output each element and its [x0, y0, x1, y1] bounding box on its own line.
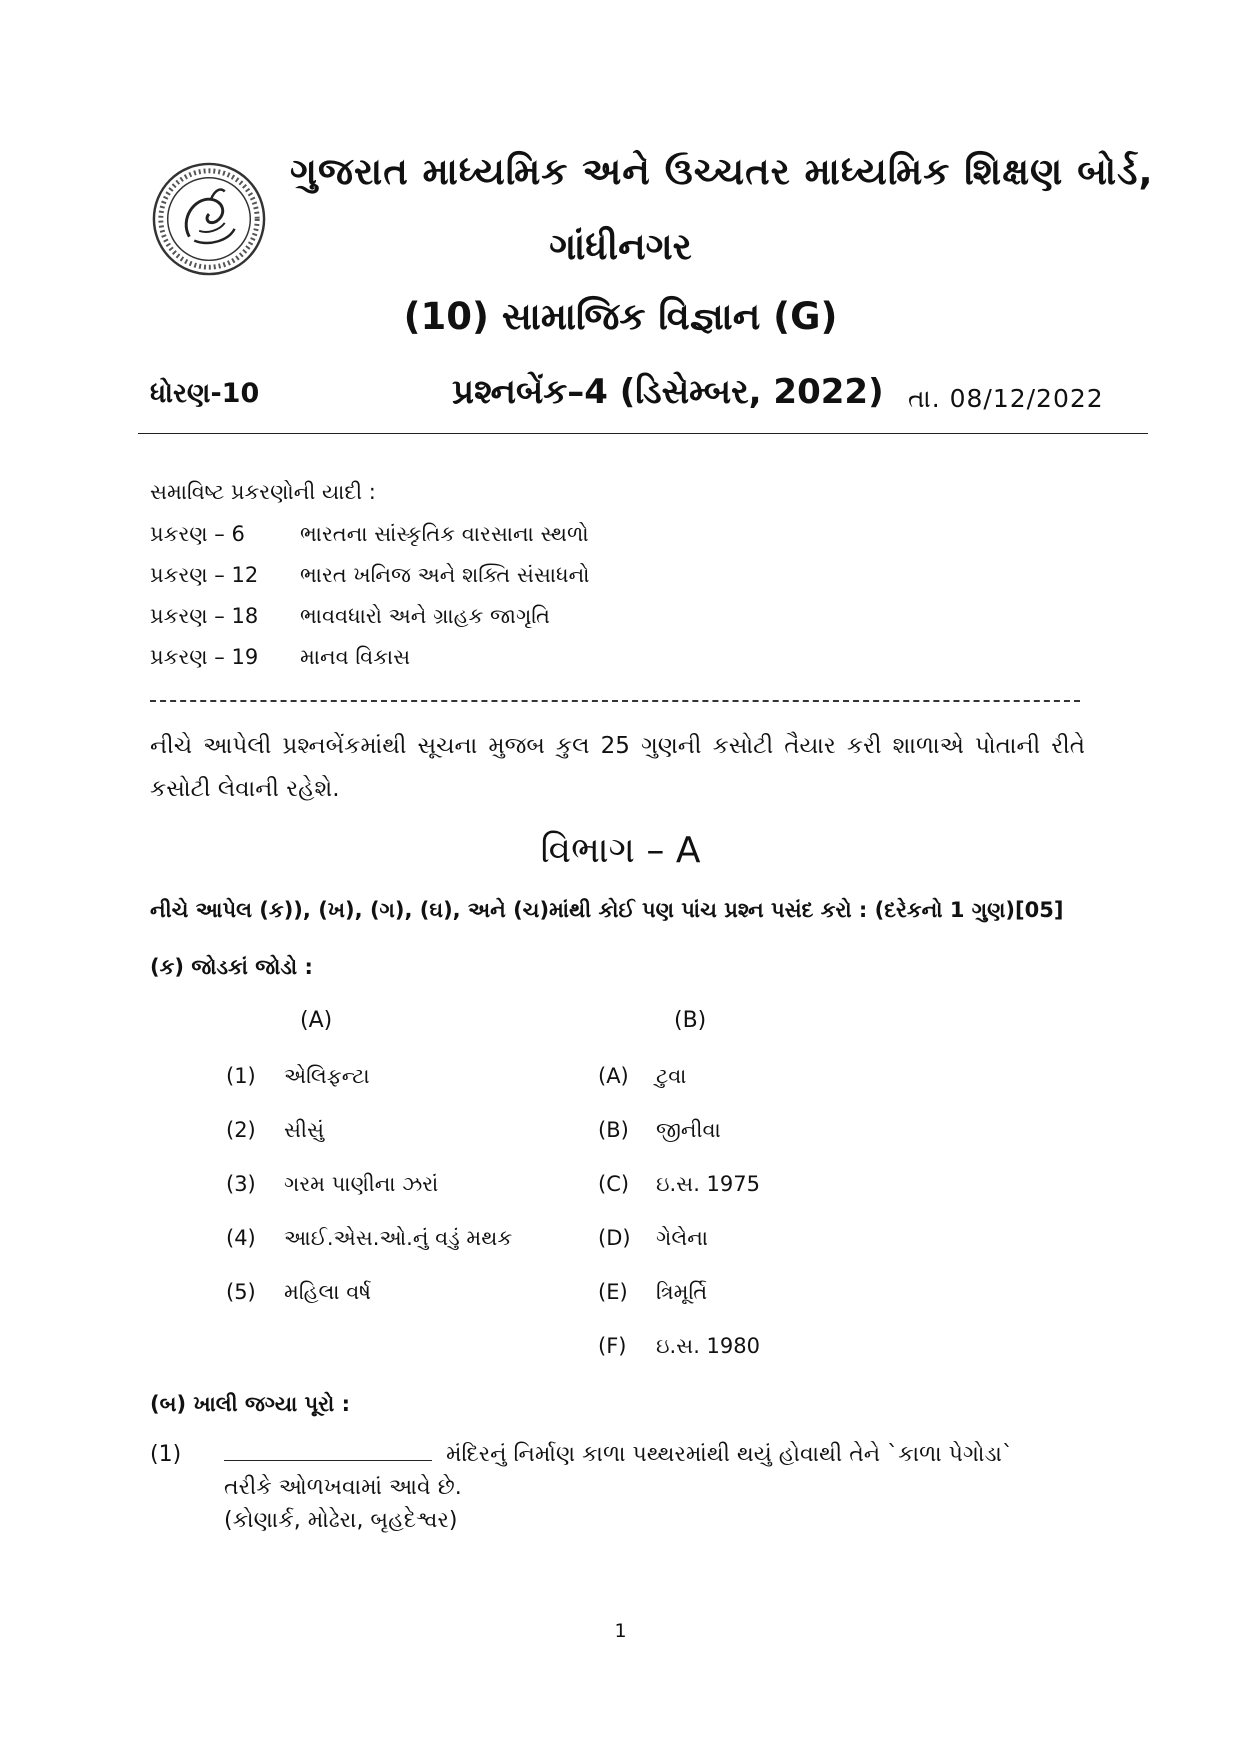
toc-item-number: પ્રકરણ – 12	[150, 563, 259, 587]
column-b-header: (B)	[674, 1008, 707, 1033]
toc-item-title: ભારતના સાંસ્કૃતિક વારસાના સ્થળો	[300, 522, 589, 546]
answer-options: (કોણાર્ક, મોઢેરા, બૃહદેશ્વર)	[224, 1508, 458, 1533]
item-text: મહિલા વર્ષ	[284, 1280, 372, 1304]
match-left-item	[226, 1118, 324, 1143]
toc-heading: સમાવિષ્ટ પ્રકરણોની યાદી :	[150, 480, 376, 504]
toc-item-number: પ્રકરણ – 6	[150, 522, 245, 546]
answer-blank[interactable]	[224, 1460, 432, 1461]
subject-title: (10) સામાજિક વિજ્ઞાન (G)	[403, 295, 838, 338]
header-divider	[138, 433, 1148, 434]
toc-item	[150, 563, 590, 588]
item-text: ઇ.સ. 1980	[656, 1334, 760, 1358]
board-city: ગાંધીનગર	[549, 225, 692, 268]
match-right-item	[598, 1226, 708, 1251]
item-number: (1)	[226, 1064, 256, 1088]
item-letter: (F)	[598, 1334, 627, 1358]
dashed-divider	[150, 700, 1080, 702]
toc-item	[150, 645, 410, 670]
item-number: (3)	[226, 1172, 256, 1196]
item-text: ત્રિમૂર્તિ	[656, 1280, 708, 1304]
fill-blank-label: (બ) ખાલી જગ્યા પૂરો :	[150, 1392, 350, 1416]
match-left-item	[226, 1226, 512, 1251]
item-number: (4)	[226, 1226, 256, 1250]
question-number: (1)	[150, 1442, 182, 1467]
column-a-header: (A)	[300, 1008, 333, 1033]
match-right-item	[598, 1280, 707, 1305]
page-number: 1	[614, 1620, 627, 1642]
section-title: વિભાગ – A	[540, 830, 701, 871]
toc-item	[150, 522, 589, 547]
item-number: (2)	[226, 1118, 256, 1142]
question-bank-title: પ્રશ્નબેંક–4 (ડિસેમ્બર, 2022)	[452, 372, 884, 412]
standard-label: ધોરણ-10	[150, 378, 260, 409]
item-letter: (B)	[598, 1118, 629, 1142]
fill-blank-question	[224, 1438, 1104, 1537]
board-name: ગુજરાત માધ્યમિક અને ઉચ્ચતર માધ્યમિક શિક્ષણ બોર્ડ,	[290, 150, 1154, 193]
toc-item-number: પ્રકરણ – 19	[150, 645, 259, 669]
match-right-item	[598, 1172, 760, 1197]
item-text: સીસું	[284, 1118, 325, 1142]
item-text: ટુવા	[656, 1064, 687, 1088]
toc-item-title: ભાવવધારો અને ગ્રાહક જાગૃતિ	[300, 604, 550, 628]
question-text: મંદિરનું નિર્માણ કાળા પથ્થરમાંથી થયું હોવાથી તેને `કાળા પેગોડા`	[446, 1442, 1013, 1467]
toc-item-title: ભારત ખનિજ અને શક્તિ સંસાધનો	[300, 563, 590, 587]
item-letter: (A)	[598, 1064, 629, 1088]
match-right-item	[598, 1334, 760, 1359]
toc-item-number: પ્રકરણ – 18	[150, 604, 259, 628]
item-text: ગેલેના	[656, 1226, 708, 1250]
item-number: (5)	[226, 1280, 256, 1304]
item-text: ઇ.સ. 1975	[656, 1172, 760, 1196]
item-letter: (C)	[598, 1172, 630, 1196]
section-instruction: નીચે આપેલ (ક)), (ખ), (ગ), (ઘ), અને (ચ)માંથી કોઈ પણ પાંચ પ્રશ્ન પસંદ કરો : (દરેકનો 1 ગુણ)[05]	[150, 898, 1064, 922]
item-letter: (D)	[598, 1226, 631, 1250]
item-text: એલિફન્ટા	[284, 1064, 370, 1088]
date-label: તા. 08/12/2022	[908, 384, 1104, 413]
toc-item-title: માનવ વિકાસ	[300, 645, 411, 669]
match-left-item	[226, 1064, 370, 1089]
item-letter: (E)	[598, 1280, 628, 1304]
item-text: જીનીવા	[656, 1118, 721, 1142]
match-right-item	[598, 1118, 721, 1143]
question-text-continued: તરીકે ઓળખવામાં આવે છે.	[224, 1475, 462, 1500]
toc-item	[150, 604, 550, 629]
match-left-item	[226, 1280, 371, 1305]
test-instruction: નીચે આપેલી પ્રશ્નબેંકમાંથી સૂચના મુજબ કુલ 25 ગુણની કસોટી તૈયાર કરી શાળાએ પોતાની રીતે કસોટી લેવાની રહેશે.	[150, 733, 1085, 802]
item-text: આઈ.એસ.ઓ.નું વડું મથક	[284, 1226, 513, 1250]
item-text: ગરમ પાણીના ઝરાં	[284, 1172, 439, 1196]
match-label: (ક) જોડકાં જોડો :	[150, 955, 313, 979]
match-right-item	[598, 1064, 686, 1089]
match-left-item	[226, 1172, 438, 1197]
